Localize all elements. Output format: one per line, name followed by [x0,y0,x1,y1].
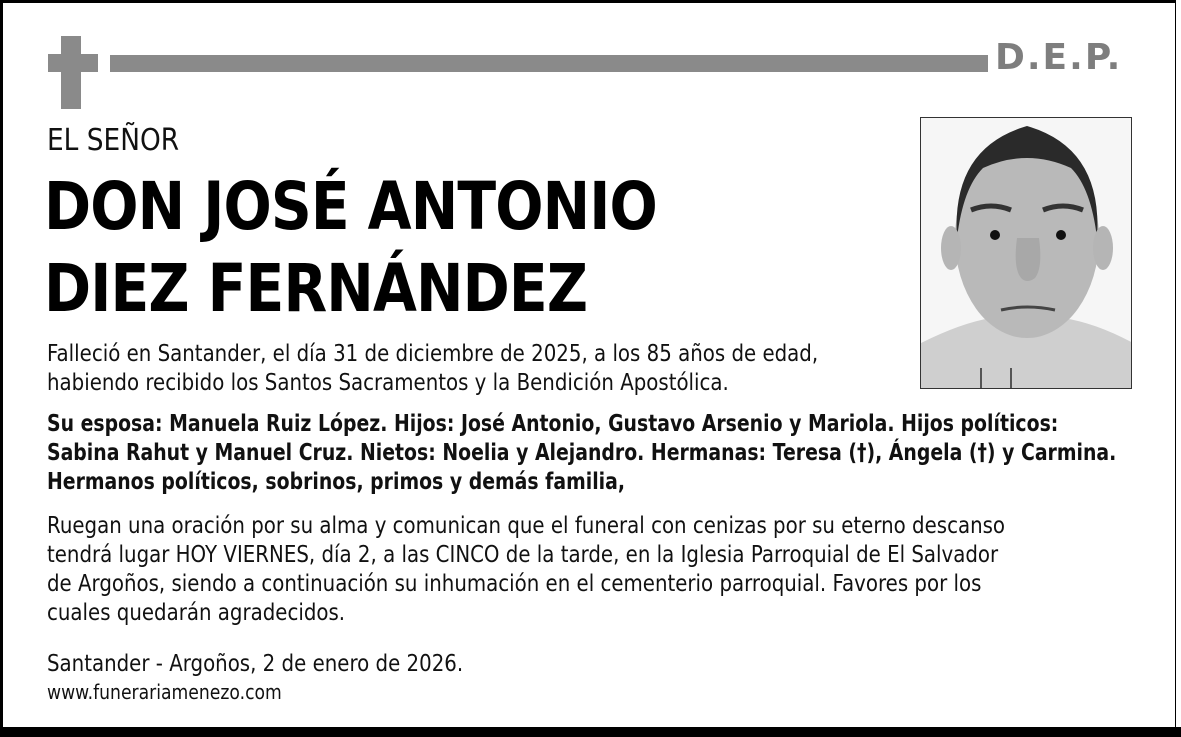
dep-label: D.E.P. [995,37,1123,78]
death-notice-line: Falleció en Santander, el día 31 de diciembre de 2025, a los 85 años de edad, [47,341,819,367]
funeral-line: de Argoños, siendo a continuación su inhumación en el cementerio parroquial. Favores por los [47,571,982,597]
deceased-name-line-1: DON JOSÉ ANTONIO [44,168,657,245]
death-notice-line: habiendo recibido los Santos Sacramentos y la Bendición Apostólica. [47,370,729,396]
family-line: Sabina Rahut y Manuel Cruz. Nietos: Noelia y Alejandro. Hermanas: Teresa (†), Ángela (†) y Carmina. [47,440,1117,466]
honorific: EL SEÑOR [47,123,180,158]
funeral-announcement [47,512,1005,628]
funeral-line: cuales quedarán agradecidos. [47,600,346,626]
cross-vertical-bar [61,36,81,109]
family-line: Hermanos políticos, sobrinos, primos y demás familia, [47,469,626,495]
website-link[interactable]: www.funerariamenezo.com [47,680,282,704]
family-line: Su esposa: Manuela Ruiz López. Hijos: José Antonio, Gustavo Arsenio y Mariola. Hijos políticos: [47,411,1059,437]
portrait-image [921,118,1132,389]
deceased-photo [920,117,1132,389]
cross-horizontal-bar [48,54,98,72]
funeral-line: tendrá lugar HOY VIERNES, día 2, a las CINCO de la tarde, en la Iglesia Parroquial de El Salvador [47,542,999,568]
deceased-name-line-2: DIEZ FERNÁNDEZ [44,250,588,327]
family-list [47,410,1116,497]
bottom-border [0,727,1181,737]
funeral-line: Ruegan una oración por su alma y comunican que el funeral con cenizas por su eterno descanso [47,513,1006,539]
death-notice [47,340,818,398]
right-margin [1176,0,1181,727]
place-date: Santander - Argoños, 2 de enero de 2026. [47,651,464,677]
header-rule [110,55,988,72]
